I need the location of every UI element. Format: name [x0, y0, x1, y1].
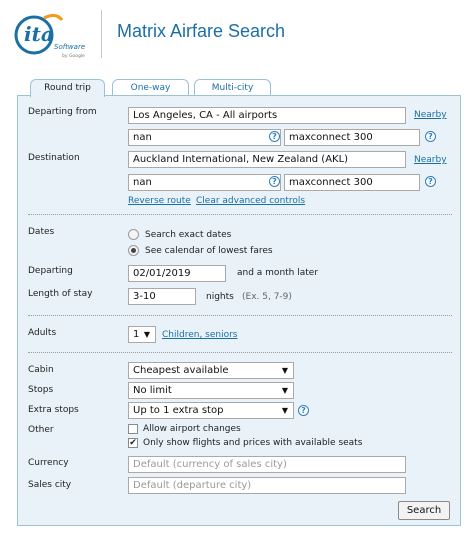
header-divider: [101, 10, 102, 58]
length-of-stay-label: Length of stay: [28, 289, 93, 299]
destination-codes-input[interactable]: nan: [128, 174, 281, 191]
departing-date-input[interactable]: 02/01/2019: [128, 265, 226, 282]
length-of-stay-input[interactable]: 3-10: [128, 288, 196, 305]
adults-label: Adults: [28, 328, 57, 338]
destination-routing-input[interactable]: maxconnect 300: [284, 174, 420, 191]
nights-label: nights: [206, 292, 234, 302]
length-example: (Ex. 5, 7-9): [242, 292, 292, 302]
help-icon[interactable]: ?: [425, 176, 436, 187]
section-divider: [28, 315, 452, 316]
departing-from-label: Departing from: [28, 107, 97, 117]
currency-input[interactable]: Default (currency of sales city): [128, 456, 406, 473]
stops-value: No limit: [133, 385, 172, 396]
destination-input[interactable]: Auckland International, New Zealand (AKL): [128, 151, 406, 168]
allow-airport-changes-label: Allow airport changes: [143, 424, 241, 434]
stops-select[interactable]: [128, 382, 294, 399]
calendar-label: See calendar of lowest fares: [145, 246, 273, 256]
currency-label: Currency: [28, 458, 69, 468]
dates-label: Dates: [28, 227, 55, 237]
section-divider: [28, 214, 452, 215]
search-form-panel: [17, 95, 461, 526]
logo-by: by Google: [62, 54, 85, 59]
dropdown-arrow-icon: ▼: [281, 386, 288, 395]
dropdown-arrow-icon: ▼: [143, 330, 150, 339]
dropdown-arrow-icon: ▼: [281, 406, 288, 415]
page-title: Matrix Airfare Search: [117, 21, 286, 41]
extra-stops-value: Up to 1 extra stop: [133, 405, 224, 416]
departing-suffix: and a month later: [237, 268, 319, 278]
other-label: Other: [28, 425, 54, 435]
cabin-select[interactable]: [128, 362, 294, 379]
departing-nearby-link[interactable]: Nearby: [414, 110, 447, 120]
dropdown-arrow-icon: ▼: [281, 366, 288, 375]
exact-dates-label: Search exact dates: [145, 230, 232, 240]
cabin-value: Cheapest available: [133, 365, 229, 376]
departing-label: Departing: [28, 266, 73, 276]
ita-software-logo: [14, 8, 94, 62]
logo-sub: Software: [54, 43, 86, 51]
tab-round-trip[interactable]: Round trip: [30, 79, 105, 97]
destination-label: Destination: [28, 153, 80, 163]
help-icon[interactable]: ?: [269, 131, 280, 142]
adults-select[interactable]: [128, 326, 156, 343]
allow-airport-changes-checkbox[interactable]: [128, 424, 138, 434]
section-divider: [28, 352, 452, 353]
help-icon[interactable]: ?: [269, 176, 280, 187]
extra-stops-select[interactable]: [128, 402, 294, 419]
departing-routing-input[interactable]: maxconnect 300: [284, 129, 420, 146]
destination-nearby-link[interactable]: Nearby: [414, 155, 447, 165]
help-icon[interactable]: ?: [425, 131, 436, 142]
extra-stops-label: Extra stops: [28, 405, 79, 415]
sales-city-label: Sales city: [28, 480, 72, 490]
tab-one-way[interactable]: One-way: [112, 79, 189, 96]
clear-advanced-link[interactable]: Clear advanced controls: [196, 196, 306, 206]
adults-value: 1: [133, 329, 140, 340]
exact-dates-radio[interactable]: [128, 229, 139, 240]
stops-label: Stops: [28, 385, 54, 395]
only-available-seats-label: Only show flights and prices with available seats: [143, 438, 363, 448]
only-available-seats-checkbox[interactable]: ✔: [129, 438, 137, 448]
cabin-label: Cabin: [28, 365, 54, 375]
calendar-radio[interactable]: [128, 245, 139, 256]
departing-from-input[interactable]: Los Angeles, CA - All airports: [128, 107, 406, 124]
logo-text: ita: [24, 22, 54, 46]
help-icon[interactable]: ?: [298, 405, 309, 416]
children-seniors-link[interactable]: Children, seniors: [162, 330, 238, 340]
departing-codes-input[interactable]: nan: [128, 129, 281, 146]
sales-city-input[interactable]: Default (departure city): [128, 477, 406, 494]
search-button[interactable]: Search: [398, 501, 450, 520]
reverse-route-link[interactable]: Reverse route: [128, 196, 191, 206]
tab-multi-city[interactable]: Multi-city: [194, 79, 271, 96]
